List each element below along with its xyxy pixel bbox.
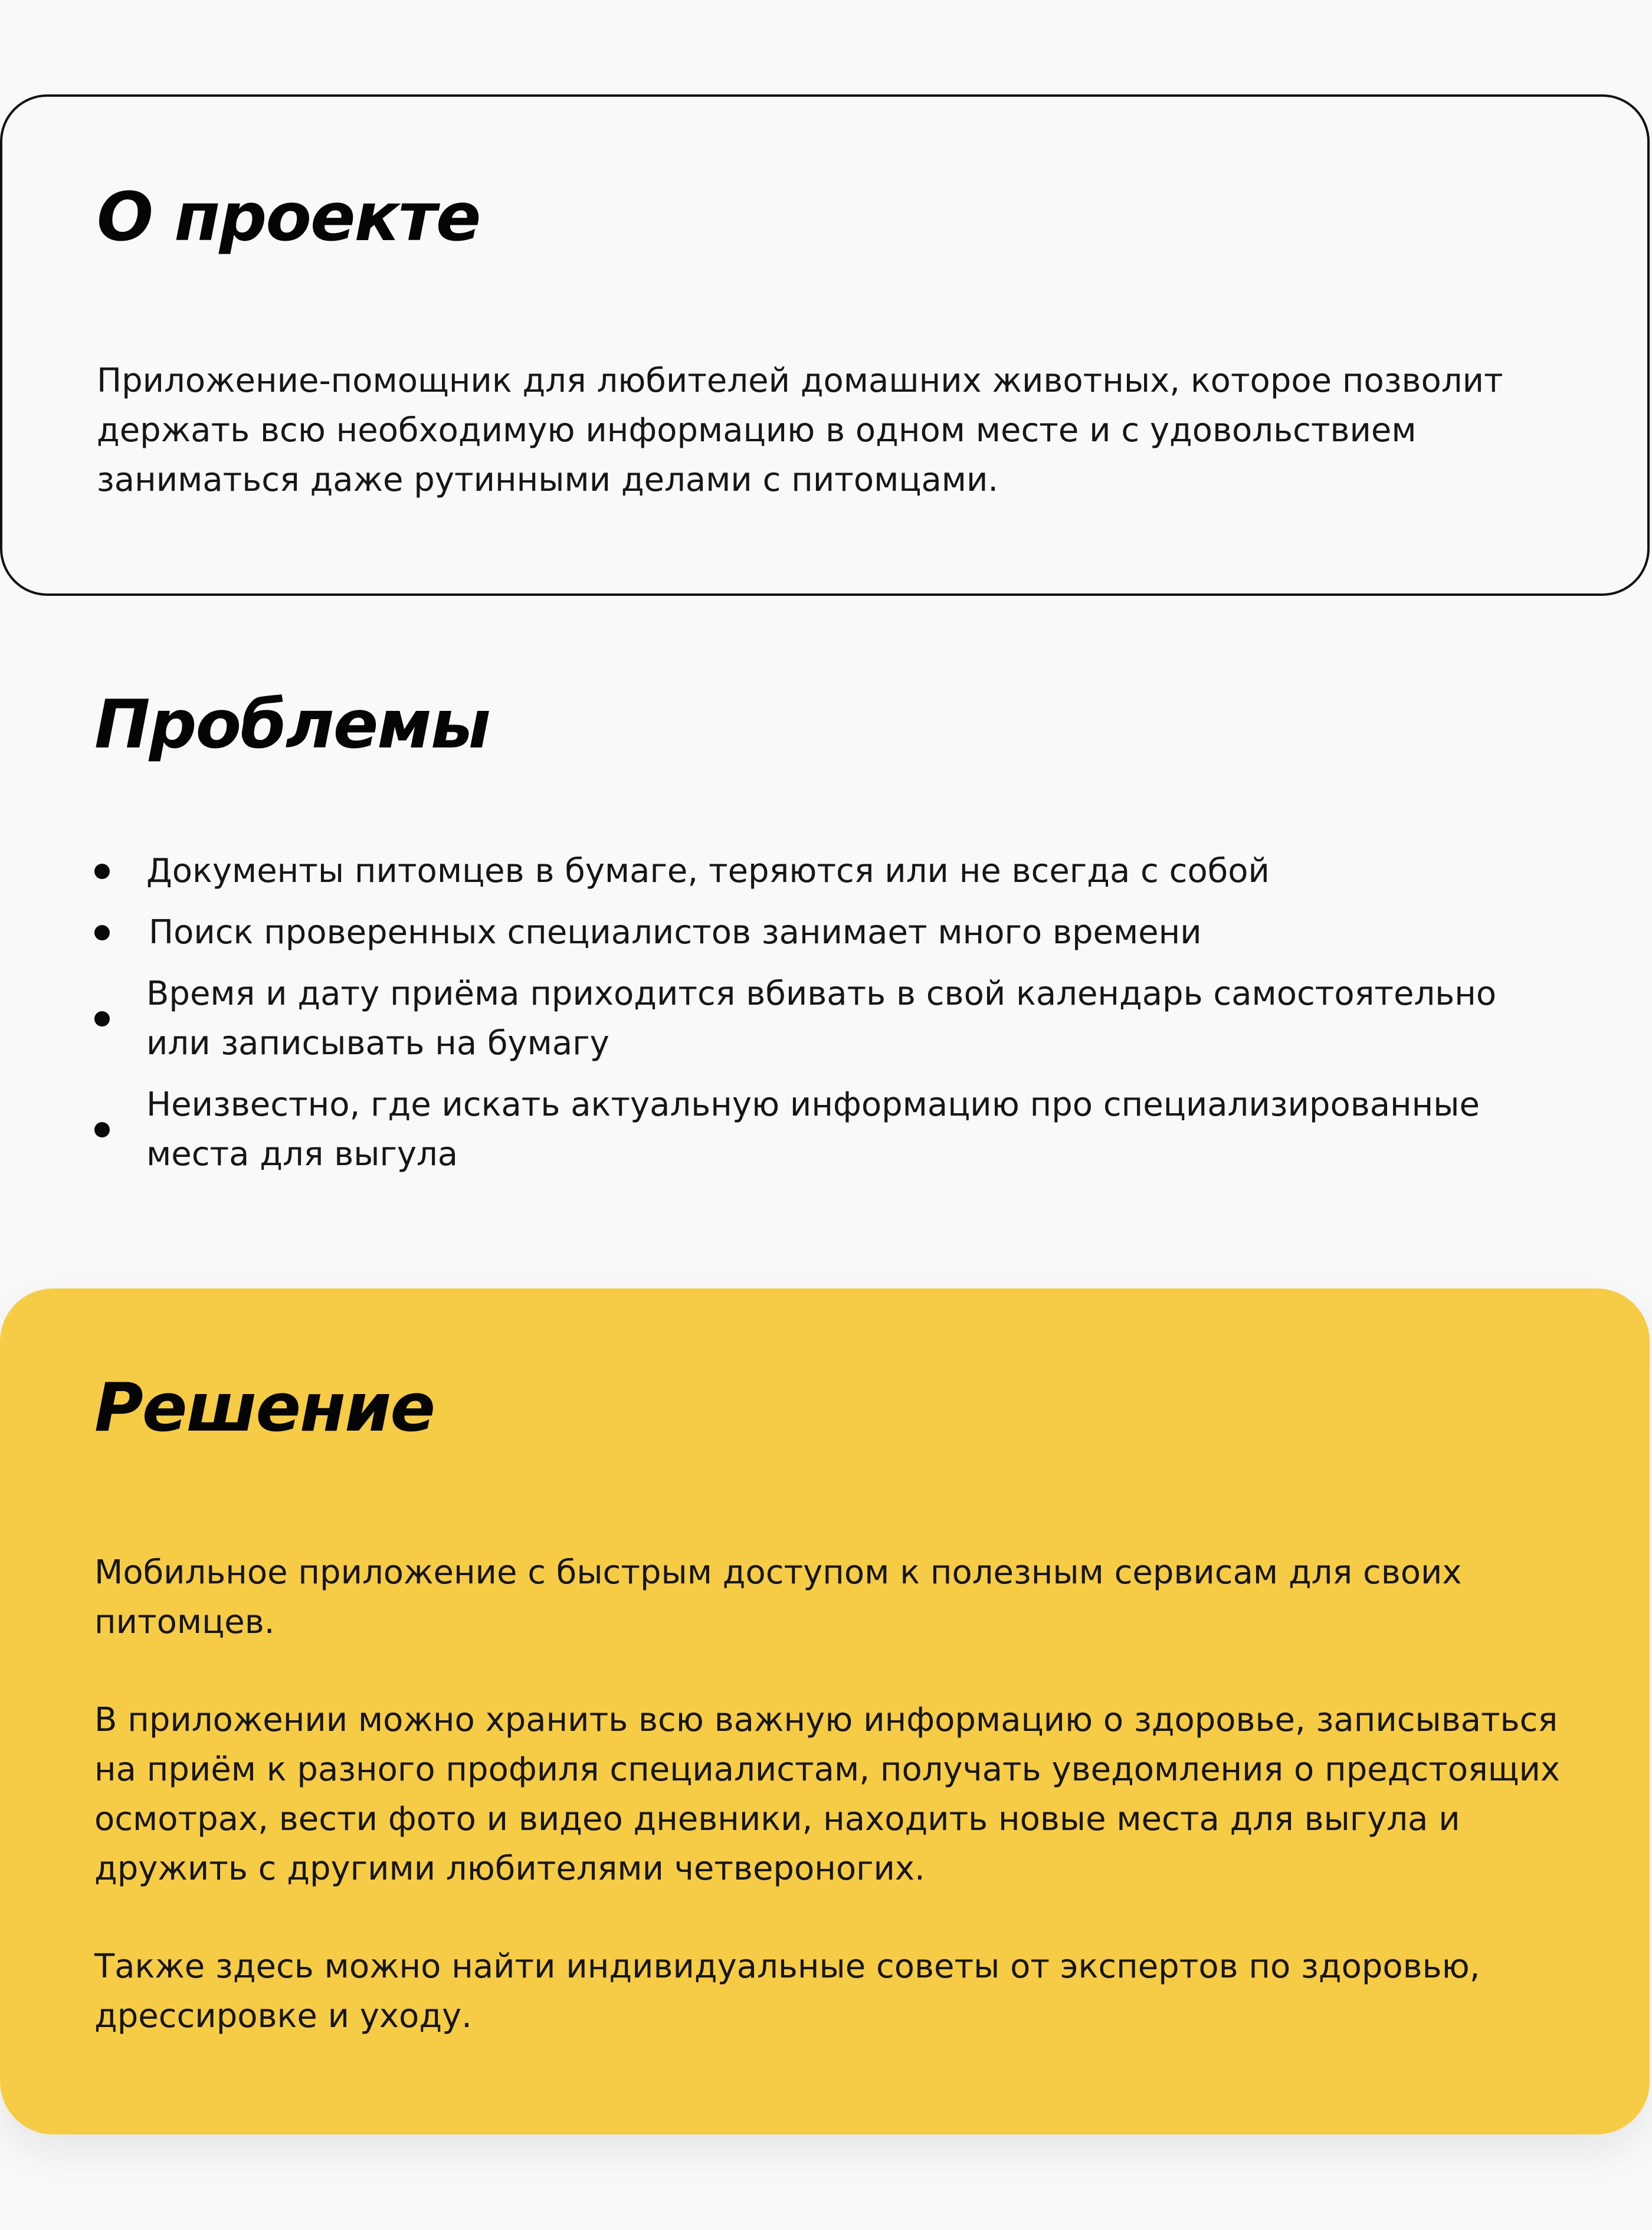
solution-paragraph: Также здесь можно найти индивидуальные советы от экспертов по здоровью, дрессировке и уходу. (94, 1947, 1480, 2035)
problem-item (94, 1080, 1569, 1179)
problem-item (94, 908, 1569, 957)
problem-text: Неизвестно, где искать актуальную информацию про специализированные места для выгула (146, 1086, 1480, 1173)
problems-title: Проблемы (94, 686, 490, 763)
bullet-icon (94, 1122, 110, 1137)
solution-paragraph: Мобильное приложение с быстрым доступом к полезным сервисам для своих питомцев. (94, 1553, 1462, 1641)
problem-text: Время и дату приёма приходится вбивать в свой календарь самостоятельно или записывать на бумагу (146, 975, 1497, 1062)
problem-item (94, 969, 1569, 1068)
problem-text: Поиск проверенных специалистов занимает много времени (149, 913, 1202, 952)
bullet-icon (94, 1011, 110, 1027)
problem-item (94, 847, 1569, 896)
solution-title: Решение (94, 1369, 434, 1447)
problems-list (94, 847, 1569, 1191)
problem-text: Документы питомцев в бумаге, теряются или не всегда с собой (146, 852, 1270, 890)
about-project-title: О проекте (97, 178, 480, 256)
about-project-text: Приложение-помощник для любителей домашних животных, которое позволит держать всю необходимую информацию в одном месте и с удовольствием заниматься даже рутинными делами с питомцами. (97, 362, 1503, 499)
about-project-card (0, 94, 1650, 596)
bullet-icon (94, 925, 110, 940)
bullet-icon (94, 864, 110, 879)
solution-card (0, 1288, 1650, 2134)
solution-paragraph: В приложении можно хранить всю важную информацию о здоровье, записываться на приём к разного профиля специалистам, получать уведомления о предстоящих осмотрах, вести фото и видео дневники, находить новые места для выгула и дружить с другими любителями четвероногих. (94, 1701, 1561, 1888)
